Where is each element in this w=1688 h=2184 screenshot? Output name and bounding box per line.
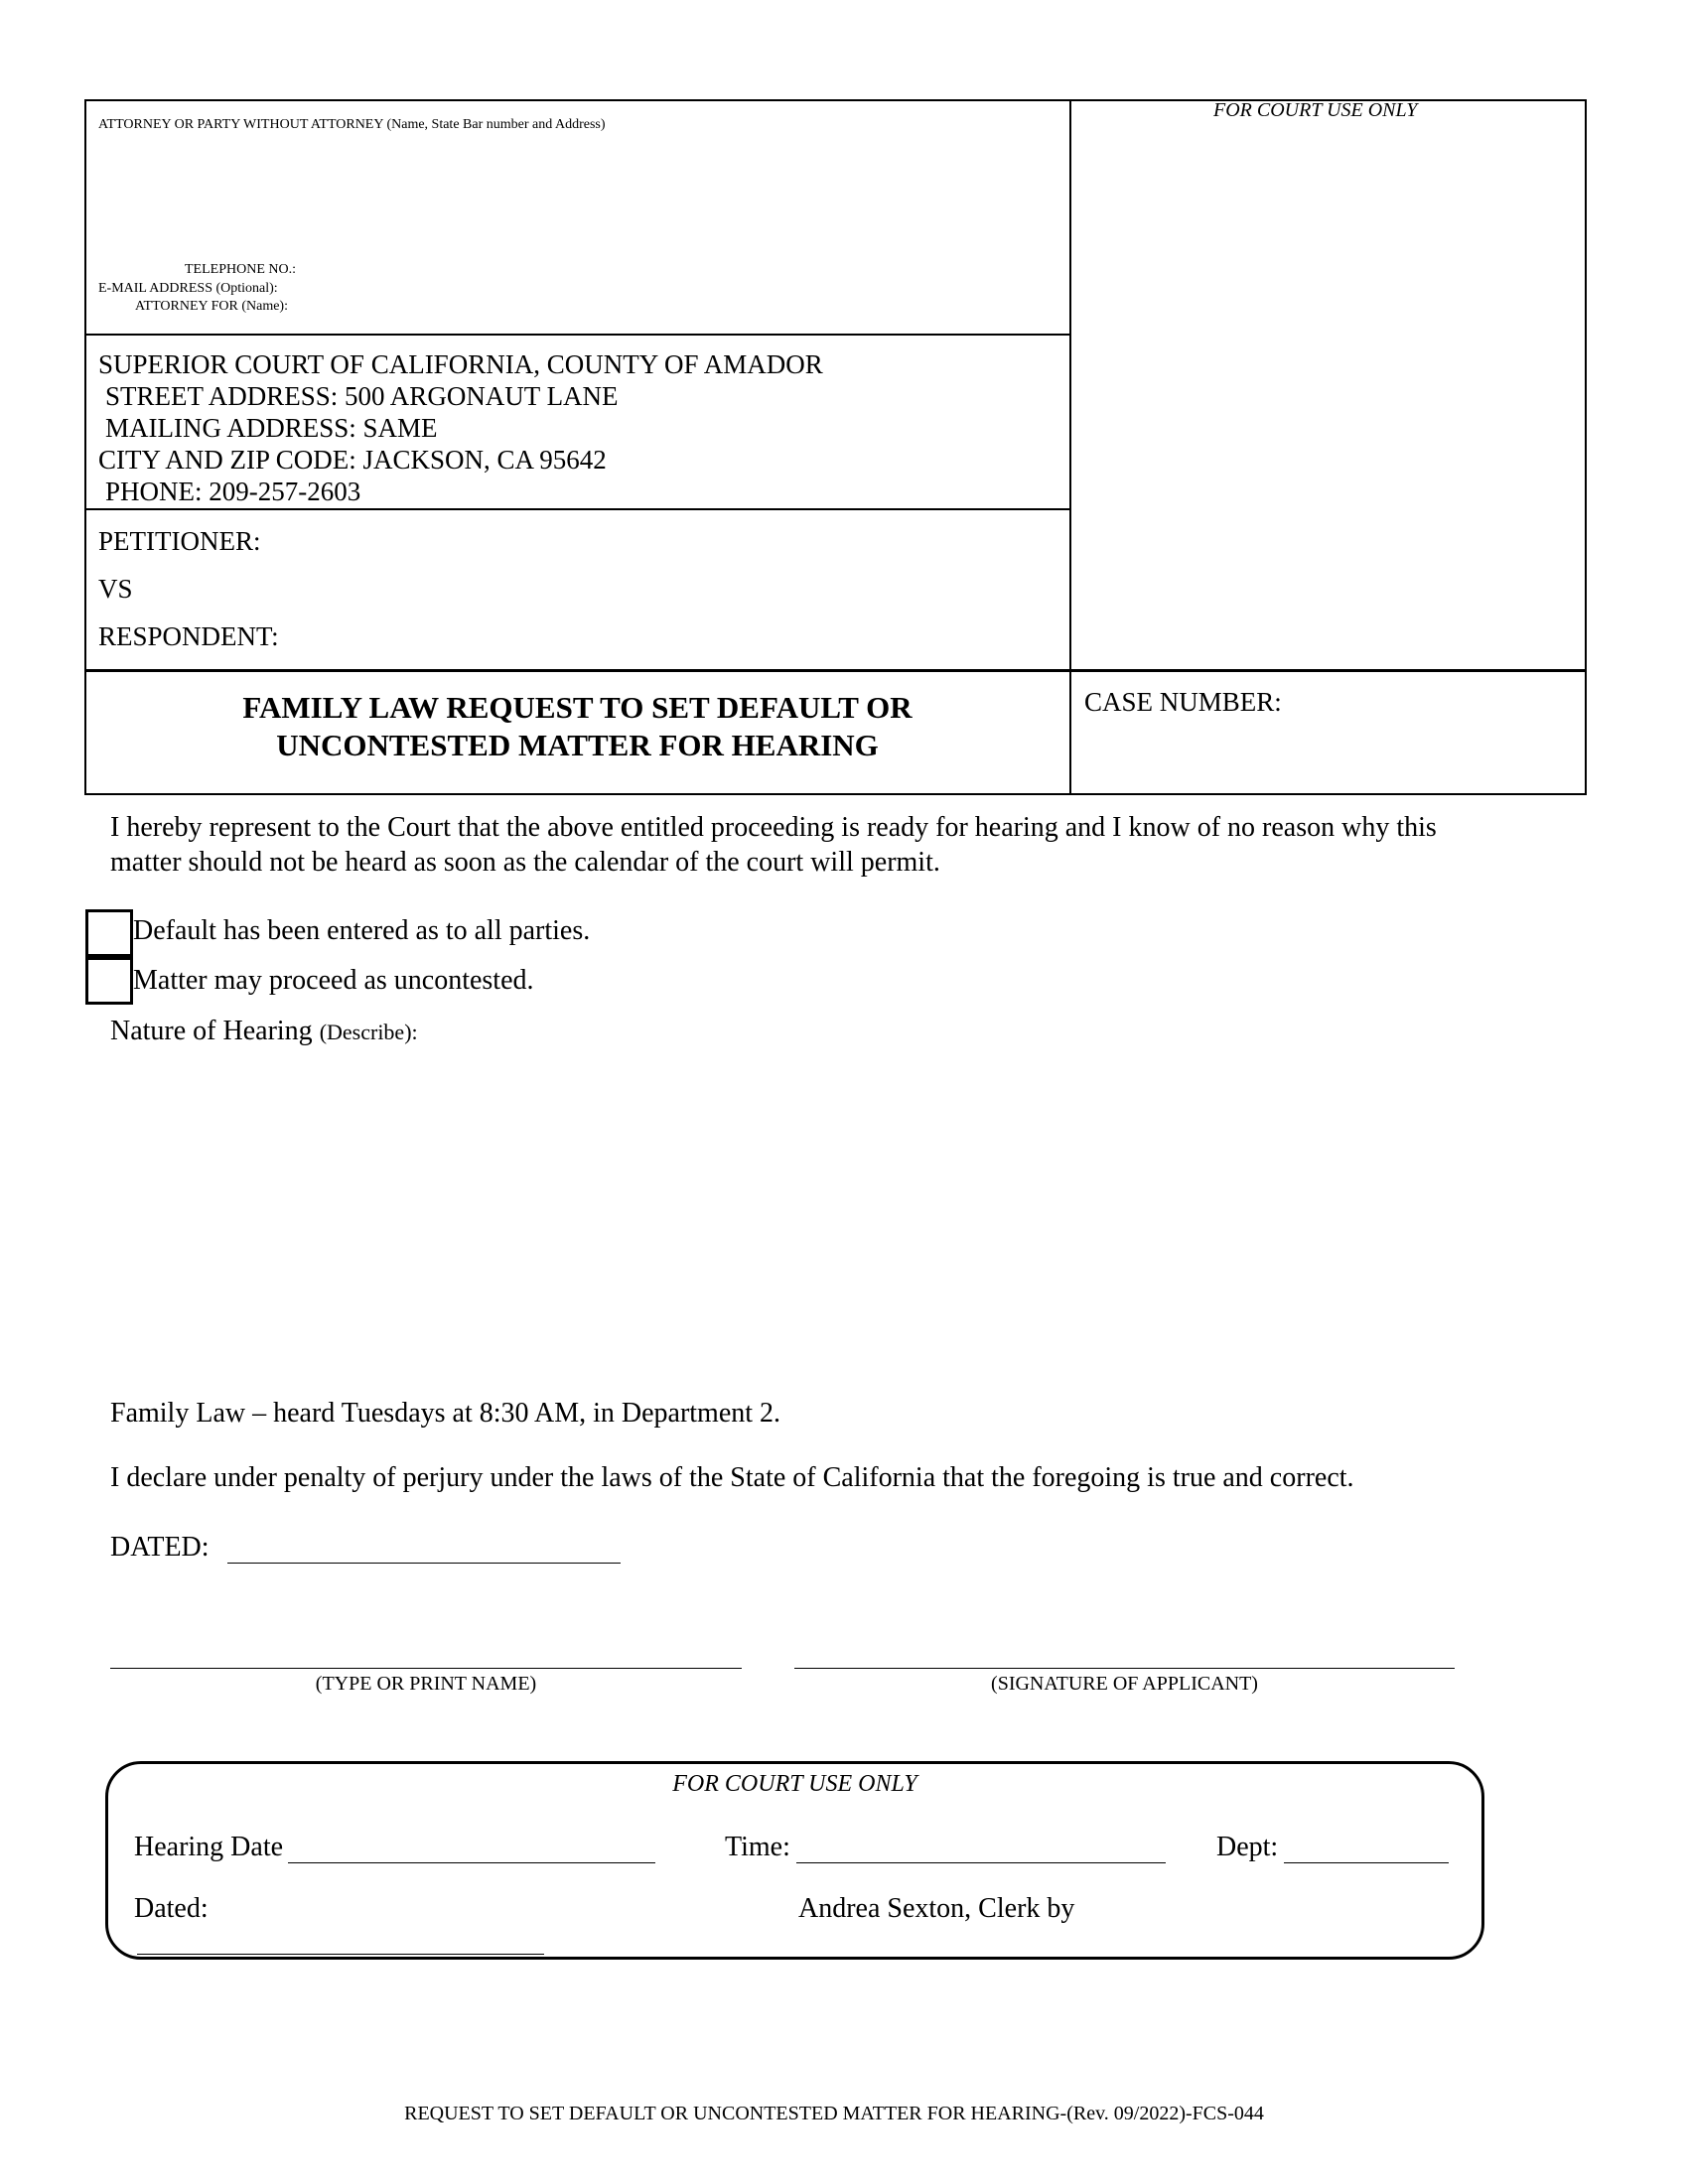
family-law-note: Family Law – heard Tuesdays at 8:30 AM, in Department 2.: [110, 1398, 781, 1429]
court-name: SUPERIOR COURT OF CALIFORNIA, COUNTY OF AMADOR: [98, 349, 823, 379]
nature-of-hearing: [110, 1016, 418, 1047]
declaration: I declare under penalty of perjury under the laws of the State of California that the foregoing is true and correct.: [110, 1462, 1354, 1493]
signature-label: (SIGNATURE OF APPLICANT): [991, 1673, 1258, 1695]
nature-of-hearing-field[interactable]: [110, 1057, 1550, 1385]
print-name-field[interactable]: [110, 1668, 742, 1669]
default-entered-checkbox[interactable]: [85, 909, 133, 957]
nature-hint: (Describe):: [319, 1020, 418, 1044]
hearing-date-field[interactable]: [288, 1862, 655, 1863]
court-dated-field[interactable]: [137, 1954, 544, 1955]
nature-label: Nature of Hearing: [110, 1016, 313, 1046]
signature-field[interactable]: [794, 1668, 1455, 1669]
dept-field[interactable]: [1284, 1862, 1449, 1863]
form-title-line2: UNCONTESTED MATTER FOR HEARING: [276, 728, 879, 762]
mailing-address: MAILING ADDRESS: SAME: [105, 413, 438, 443]
time-label: Time:: [725, 1832, 790, 1862]
street-address: STREET ADDRESS: 500 ARGONAUT LANE: [105, 381, 619, 411]
clerk-label: Andrea Sexton, Clerk by: [798, 1893, 1075, 1924]
time-field[interactable]: [796, 1862, 1166, 1863]
court-use-title: FOR COURT USE ONLY: [672, 1771, 917, 1797]
telephone-label: TELEPHONE NO.:: [185, 262, 296, 277]
email-label: E-MAIL ADDRESS (Optional):: [98, 281, 278, 296]
title-row-top: [84, 669, 1587, 672]
represent-line2: matter should not be heard as soon as the calendar of the court will permit.: [110, 847, 940, 878]
print-name-label: (TYPE OR PRINT NAME): [315, 1673, 537, 1695]
hearing-date-label: Hearing Date: [134, 1832, 284, 1862]
default-entered-label: Default has been entered as to all parties.: [133, 915, 591, 946]
form-title-line1: FAMILY LAW REQUEST TO SET DEFAULT OR: [242, 690, 913, 725]
dated-label: DATED:: [110, 1532, 210, 1563]
court-use-only-label: FOR COURT USE ONLY: [1213, 99, 1418, 121]
form-title: [84, 689, 1070, 764]
vs-label: VS: [98, 574, 133, 604]
court-dated-label: Dated:: [134, 1893, 209, 1924]
form-footer-id: REQUEST TO SET DEFAULT OR UNCONTESTED MATTER FOR HEARING-(Rev. 09/2022)-FCS-044: [404, 2103, 1264, 2124]
petitioner-label: PETITIONER:: [98, 526, 261, 556]
attorney-for-label: ATTORNEY FOR (Name):: [135, 299, 288, 314]
dated-field[interactable]: [227, 1563, 621, 1564]
case-number-label: CASE NUMBER:: [1084, 687, 1282, 717]
court-phone: PHONE: 209-257-2603: [105, 477, 361, 506]
uncontested-label: Matter may proceed as uncontested.: [133, 965, 534, 996]
city-zip: CITY AND ZIP CODE: JACKSON, CA 95642: [98, 445, 607, 475]
attorney-box-bottom: [84, 334, 1070, 336]
uncontested-checkbox[interactable]: [85, 957, 133, 1005]
respondent-label: RESPONDENT:: [98, 621, 279, 651]
represent-line1: I hereby represent to the Court that the above entitled proceeding is ready for hearing and I know of no reason why this: [110, 812, 1437, 843]
dept-label: Dept:: [1216, 1832, 1279, 1862]
court-box-bottom: [84, 508, 1070, 510]
attorney-label: ATTORNEY OR PARTY WITHOUT ATTORNEY (Name, State Bar number and Address): [98, 117, 606, 132]
